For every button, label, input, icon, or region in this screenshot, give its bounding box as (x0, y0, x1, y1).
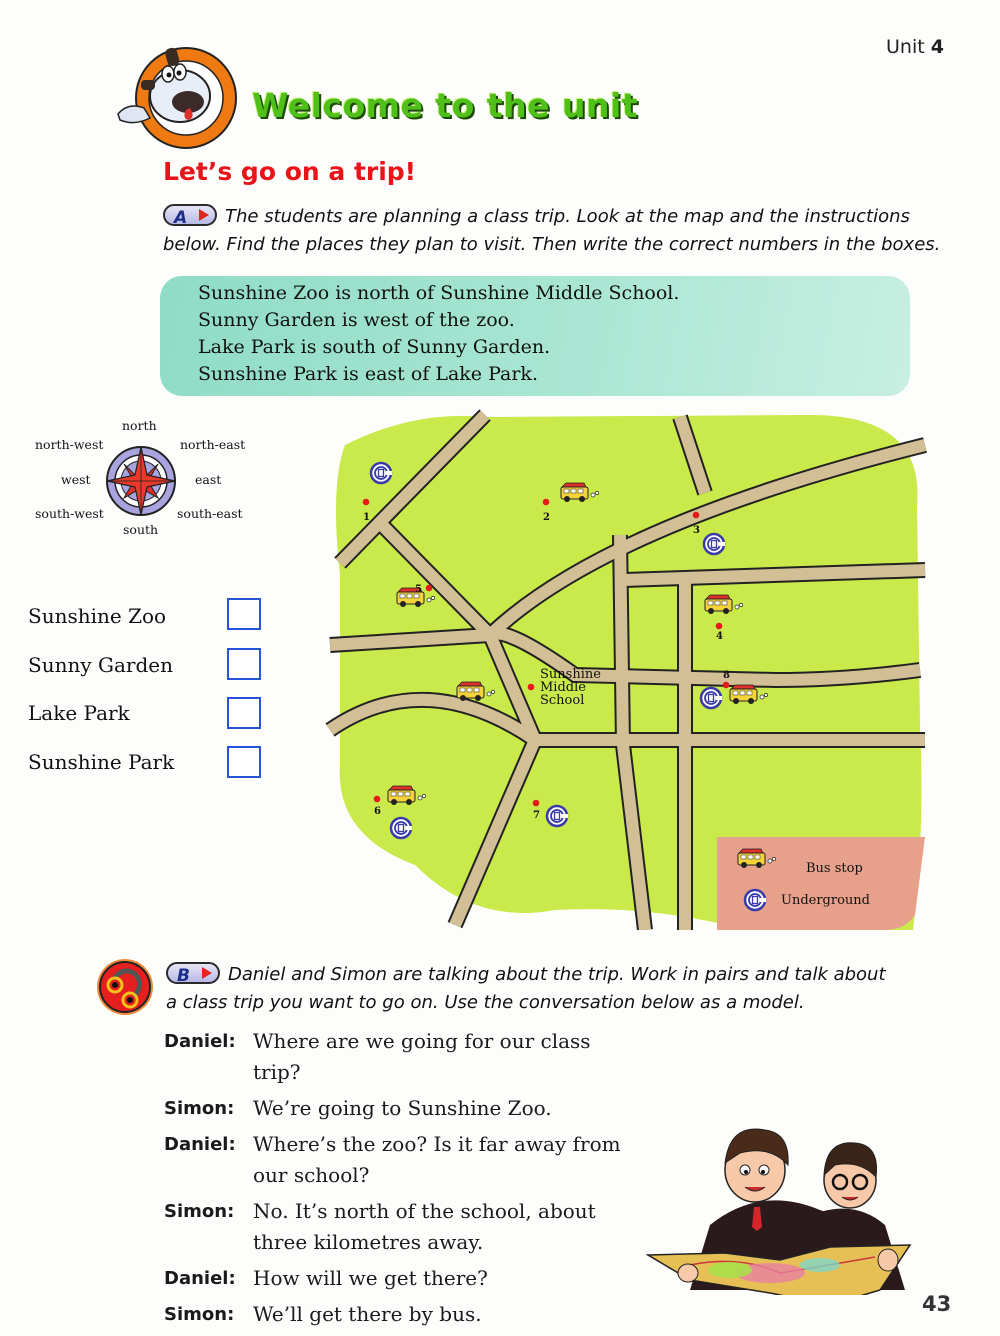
map-point-label: 5 (415, 584, 422, 595)
dialogue-line (164, 1129, 624, 1191)
answer-box-sunshine-park[interactable] (227, 746, 261, 778)
map-point-1 (363, 499, 370, 506)
dialogue-line (164, 1026, 644, 1088)
legend-underground: Underground (781, 893, 870, 908)
section-b-instruction (166, 961, 896, 1017)
speaker: Daniel: (164, 1031, 236, 1052)
compass-south: south (123, 522, 159, 537)
place-label: Sunshine Park (28, 750, 175, 774)
dialogue-line (164, 1299, 644, 1330)
map-point-3 (693, 512, 700, 519)
headphones-icon (94, 957, 156, 1017)
answer-box-lake-park[interactable] (227, 697, 261, 729)
compass-north-west: north-west (35, 437, 104, 452)
play-triangle-icon (202, 967, 212, 979)
compass-south-east: south-east (177, 506, 243, 521)
school-label-line: School (540, 693, 585, 708)
speaker: Simon: (164, 1098, 235, 1119)
place-label: Sunshine Zoo (28, 604, 167, 628)
map-point-label: 8 (723, 670, 730, 681)
map-point-2 (543, 499, 550, 506)
line-text: No. It’s north of the school, about three kilometres away. (253, 1199, 596, 1254)
clue-list (198, 280, 679, 388)
badge-letter: B (177, 966, 190, 986)
dialogue-line (164, 1093, 644, 1124)
map-point-5 (426, 585, 433, 592)
instruction-text: The students are planning a class trip. Look at the map and the instructions below. Find the places they plan to visit. Then write the correct numbers in the boxes. (163, 206, 941, 255)
section-a-instruction (163, 203, 953, 259)
play-triangle-icon (199, 209, 209, 221)
place-label: Lake Park (28, 701, 130, 725)
section-subtitle: Let’s go on a trip! (163, 157, 417, 186)
school-label-line: Middle (540, 680, 586, 695)
clue-line: Lake Park is south of Sunny Garden. (198, 336, 551, 358)
compass-north-east: north-east (180, 437, 246, 452)
map-point-label: 3 (693, 525, 700, 536)
speaker: Simon: (164, 1304, 235, 1325)
underground-icon (704, 534, 725, 554)
map-point-label: 4 (716, 631, 723, 642)
school-label-line: Sunshine (540, 667, 601, 682)
line-text: How will we get there? (253, 1266, 488, 1290)
page-title: Welcome to the unit (252, 86, 639, 125)
school-point (528, 684, 535, 691)
city-map (325, 405, 930, 930)
speaker: Simon: (164, 1201, 235, 1222)
underground-icon (371, 463, 392, 483)
map-point-7 (533, 800, 540, 807)
instruction-text: Daniel and Simon are talking about the trip. Work in pairs and talk about a class trip you want to go on. Use the conversation below as a model. (166, 964, 886, 1013)
page-number: 43 (922, 1292, 952, 1316)
unit-label (886, 36, 944, 58)
underground-icon (745, 890, 766, 910)
unit-text: Unit (886, 36, 925, 58)
compass-east: east (195, 472, 222, 487)
legend-bus-stop: Bus stop (806, 861, 863, 876)
compass-west: west (61, 472, 91, 487)
dialogue-line (164, 1196, 644, 1258)
compass (20, 410, 280, 540)
compass-south-west: south-west (35, 506, 104, 521)
boys-reading-map-illustration (630, 1115, 950, 1295)
unit-number: 4 (930, 36, 944, 58)
answer-box-sunshine-zoo[interactable] (227, 598, 261, 630)
answer-box-sunny-garden[interactable] (227, 648, 261, 680)
speaker: Daniel: (164, 1268, 236, 1289)
clue-line: Sunny Garden is west of the zoo. (198, 309, 515, 331)
badge-letter: A (174, 208, 188, 228)
section-b-badge (166, 962, 220, 984)
map-point-label: 6 (374, 806, 381, 817)
map-point-label: 2 (543, 512, 550, 523)
map-point-label: 1 (363, 512, 370, 523)
dog-mascot-icon (116, 44, 240, 152)
underground-icon (391, 818, 412, 838)
map-point-4 (716, 623, 723, 630)
map-point-label: 7 (533, 810, 540, 821)
underground-icon (547, 806, 568, 826)
speaker: Daniel: (164, 1134, 236, 1155)
line-text: Where’s the zoo? Is it far away from our school? (253, 1132, 621, 1187)
line-text: We’ll get there by bus. (253, 1302, 482, 1326)
map-point-8 (723, 682, 730, 689)
map-point-6 (374, 796, 381, 803)
dialogue-line (164, 1263, 644, 1294)
line-text: We’re going to Sunshine Zoo. (253, 1096, 552, 1120)
school-label (540, 668, 601, 707)
line-text: Where are we going for our class trip? (253, 1029, 591, 1084)
section-a-badge (163, 204, 217, 226)
compass-rose-icon (104, 444, 178, 518)
clue-line: Sunshine Park is east of Lake Park. (198, 363, 538, 385)
clue-line: Sunshine Zoo is north of Sunshine Middle School. (198, 282, 680, 304)
underground-icon (701, 688, 722, 708)
place-label: Sunny Garden (28, 653, 173, 677)
compass-north: north (122, 418, 157, 433)
dialogue (164, 1026, 644, 1335)
